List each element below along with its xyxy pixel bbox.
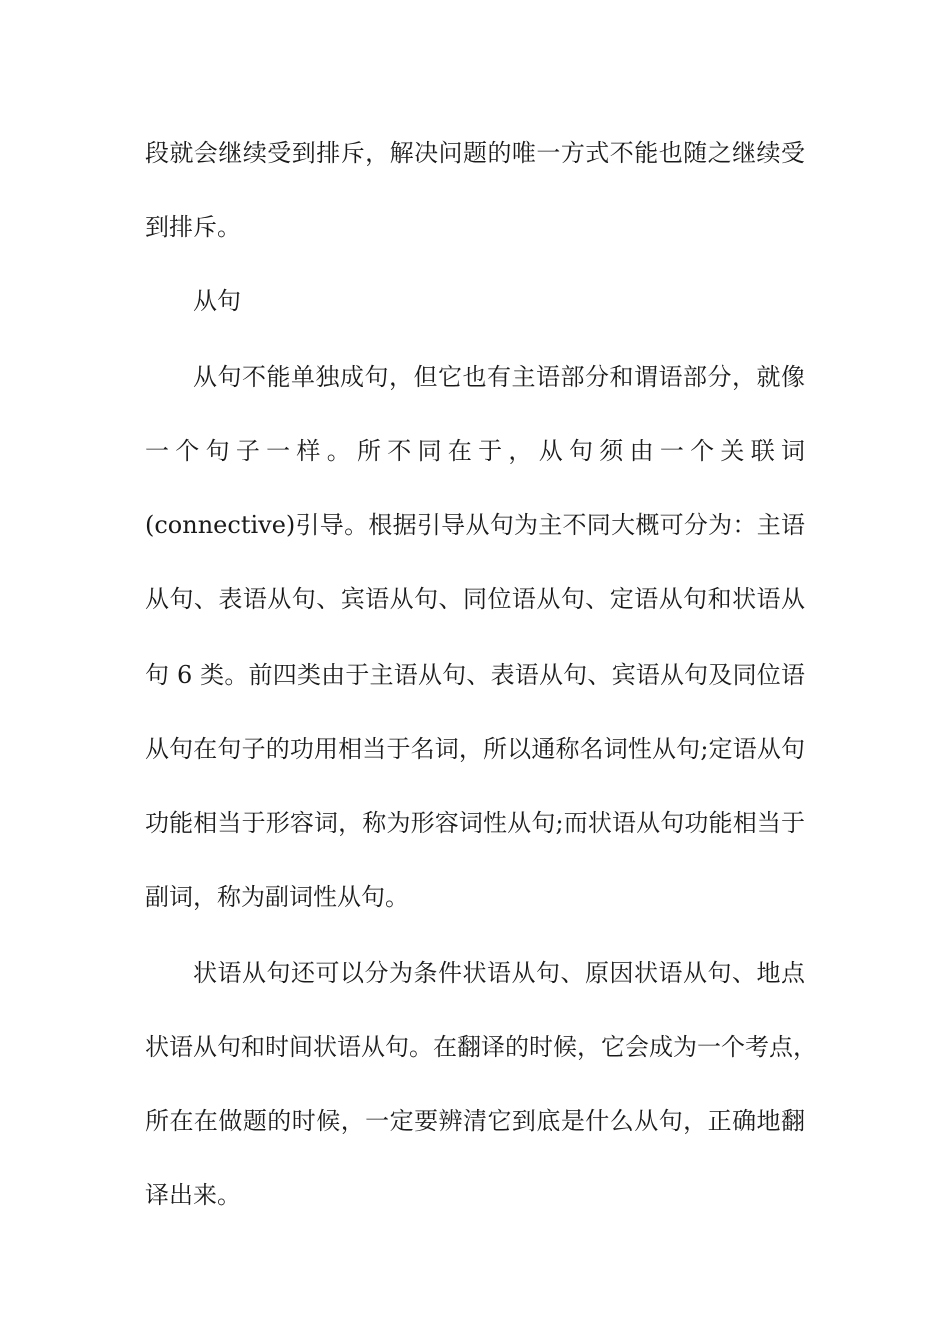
- text-line: 从句、表语从句、宾语从句、同位语从句、定语从句和状语从: [145, 585, 805, 613]
- text-line: 状语从句还可以分为条件状语从句、原因状语从句、地点: [193, 959, 805, 987]
- text-line: (connective)引导。根据引导从句为主不同大概可分为：主语: [145, 511, 805, 539]
- text-line: 一个句子一样。所不同在于，从句须由一个关联词: [145, 437, 805, 465]
- text-line: 状语从句和时间状语从句。在翻译的时候，它会成为一个考点，: [145, 1033, 817, 1061]
- text-line: 译出来。: [145, 1181, 241, 1209]
- text-line: 句 6 类。前四类由于主语从句、表语从句、宾语从句及同位语: [145, 661, 805, 689]
- text-line: 从句不能单独成句，但它也有主语部分和谓语部分，就像: [193, 363, 805, 391]
- section-heading: 从句: [193, 287, 241, 315]
- text-line: 从句在句子的功用相当于名词，所以通称名词性从句;定语从句: [145, 735, 805, 763]
- text-line: 段就会继续受到排斥，解决问题的唯一方式不能也随之继续受: [145, 139, 805, 167]
- text-line: 功能相当于形容词，称为形容词性从句;而状语从句功能相当于: [145, 809, 805, 837]
- text-line: 到排斥。: [145, 213, 241, 241]
- text-line: 所在在做题的时候，一定要辨清它到底是什么从句，正确地翻: [145, 1107, 805, 1135]
- text-line: 副词，称为副词性从句。: [145, 883, 409, 911]
